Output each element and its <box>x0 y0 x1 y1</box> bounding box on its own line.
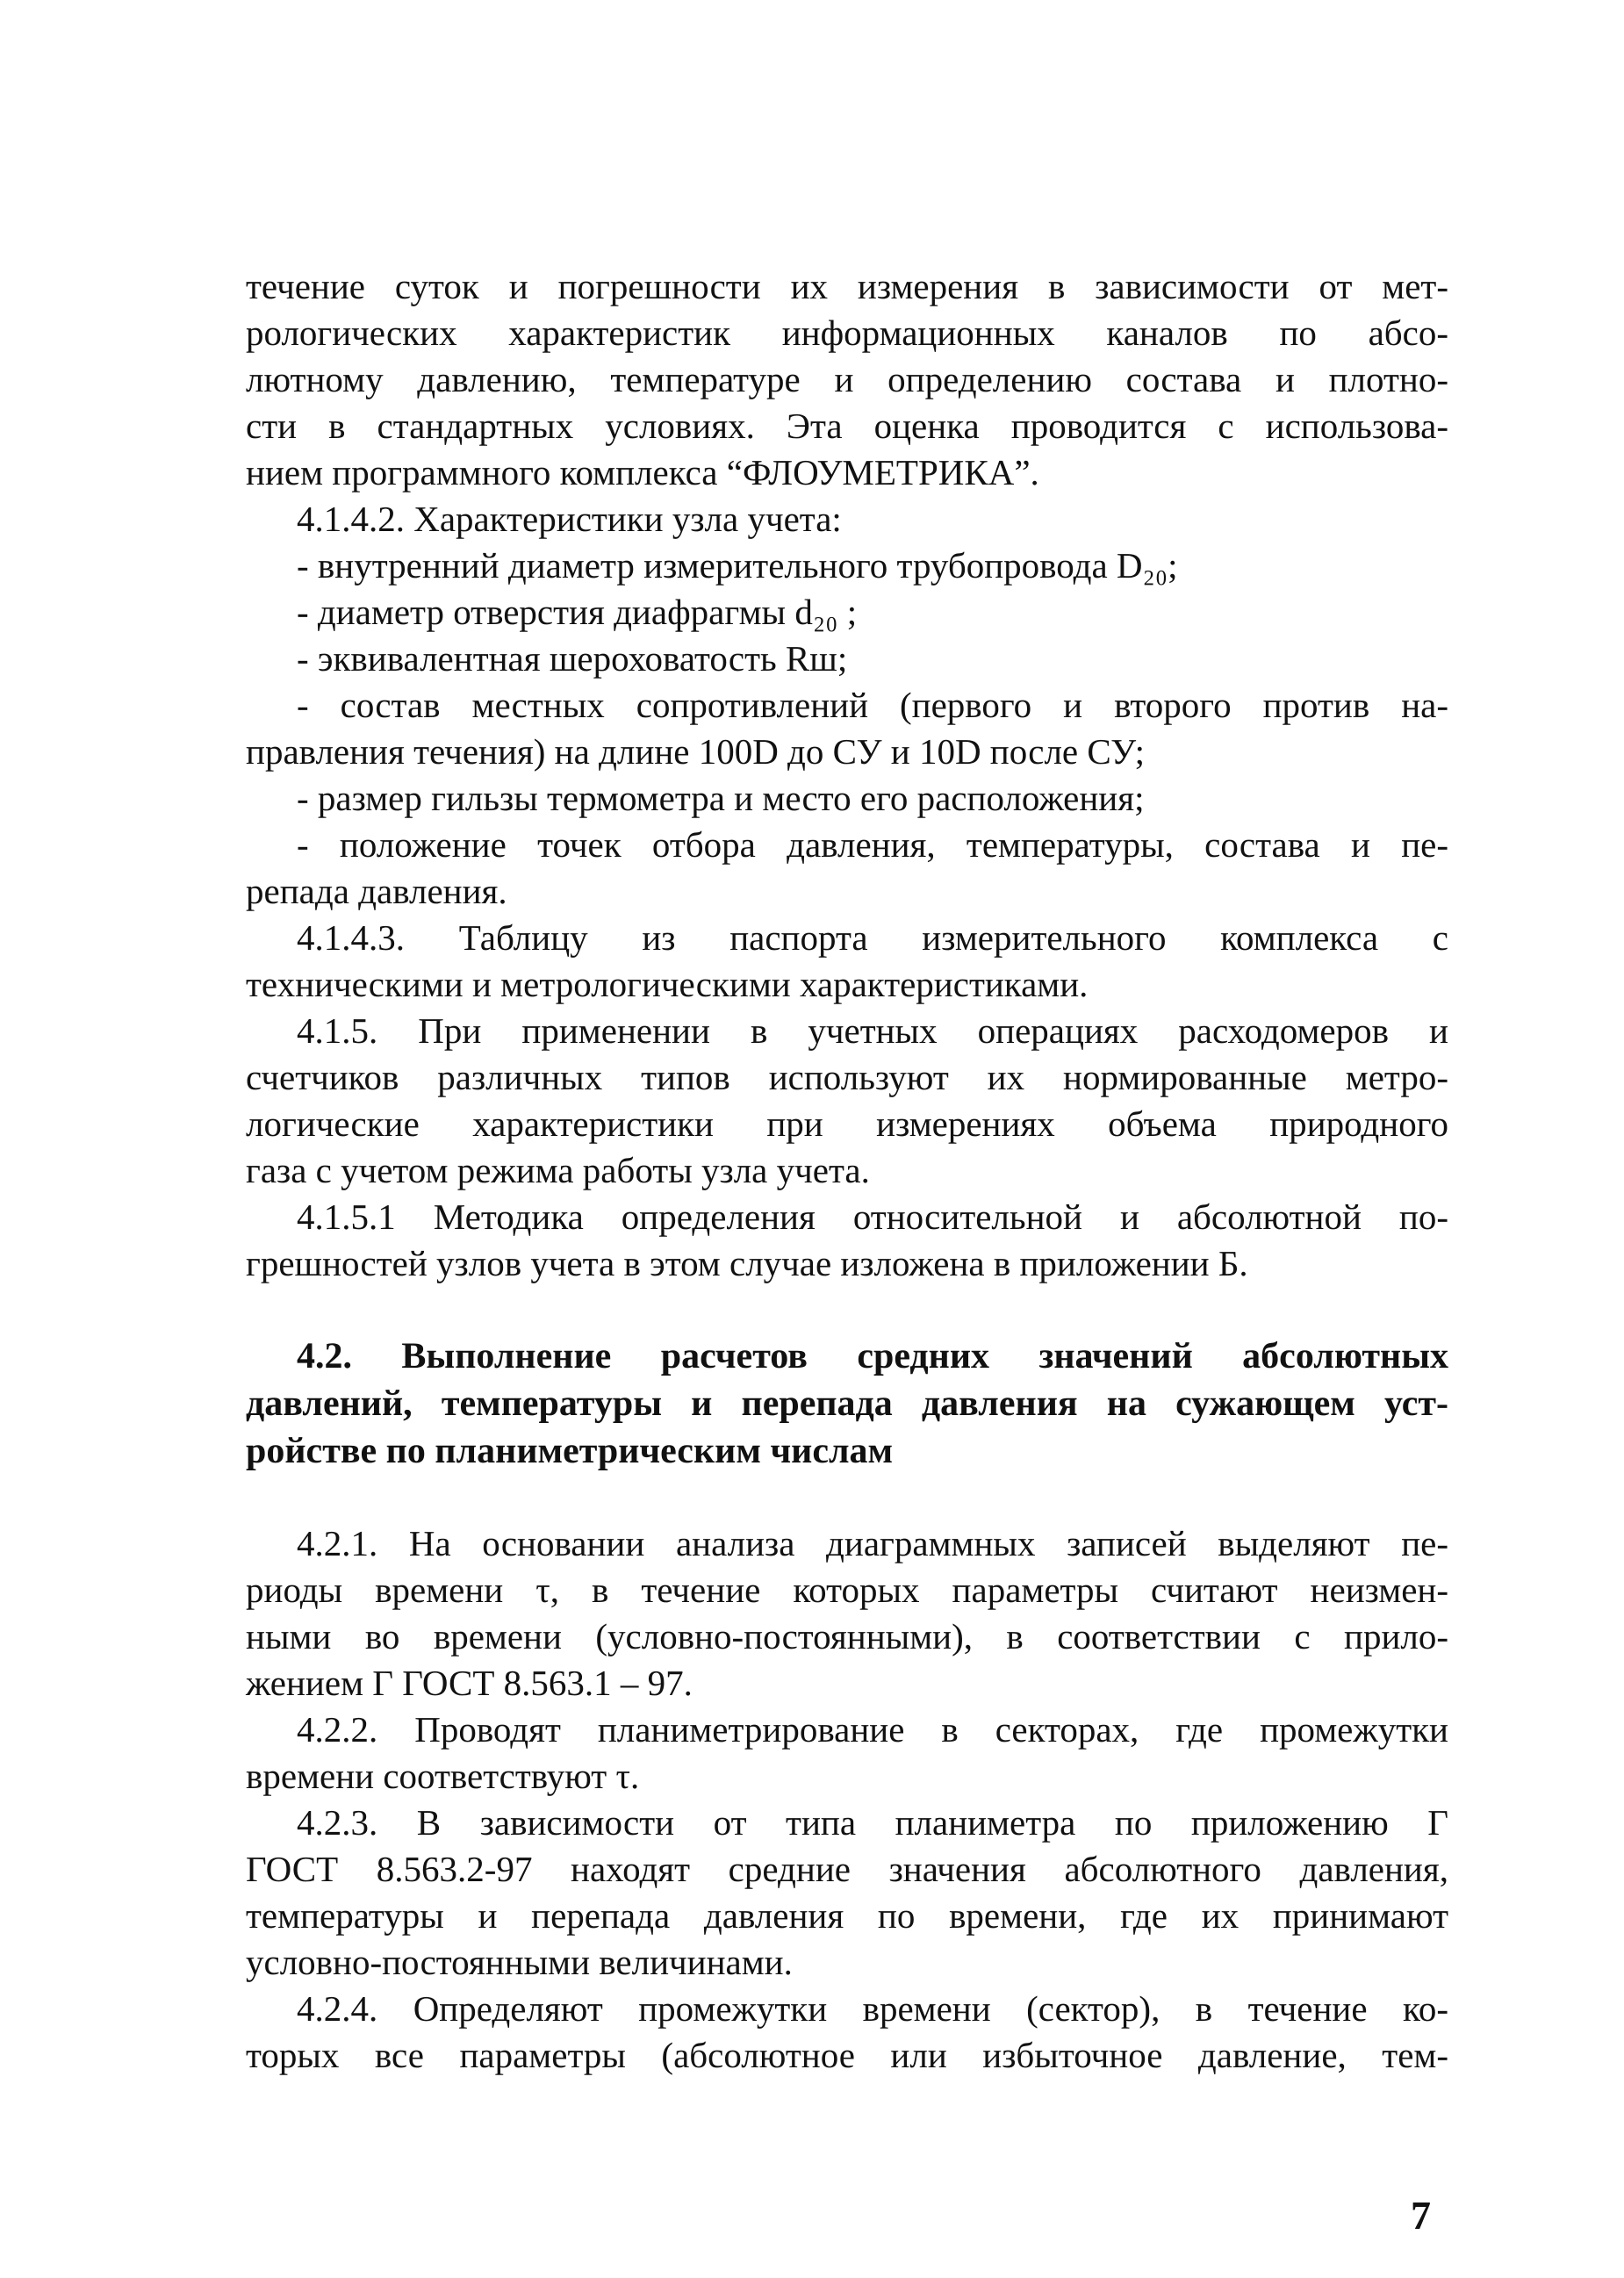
text-line: торых все параметры (абсолютное или избыточное давление, тем- <box>246 2035 1448 2075</box>
text-line: 4.2.2. Проводят планиметрирование в секторах, где промежутки <box>297 1709 1448 1750</box>
list-item: - положение точек отбора давления, температуры, состава и пе- <box>297 824 1448 865</box>
spacer <box>246 1475 1448 1520</box>
section-4-1-5-1 <box>246 1194 1448 1287</box>
text-line: течение суток и погрешности их измерения в зависимости от мет- <box>246 266 1448 306</box>
section-heading-4-2 <box>246 1333 1448 1380</box>
text-line: ными во времени (условно-постоянными), в соответствии с прило- <box>246 1616 1448 1656</box>
list-item: - внутренний диаметр измерительного трубопровода D₂₀; <box>297 545 1178 586</box>
text-line: 4.1.5.1 Методика определения относительной и абсолютной по- <box>297 1196 1448 1237</box>
text-line: 4.2.1. На основании анализа диаграммных записей выделяют пе- <box>297 1523 1448 1563</box>
heading-line: ройстве по планиметрическим числам <box>246 1431 894 1471</box>
list-item: - размер гильзы термометра и место его расположения; <box>297 778 1145 818</box>
section-heading-4-2-cont <box>246 1380 1448 1475</box>
text-line: ГОСТ 8.563.2-97 находят средние значения абсолютного давления, <box>246 1849 1448 1889</box>
text-line: грешностей узлов учета в этом случае изложена в приложении Б. <box>246 1243 1248 1283</box>
text-line: газа с учетом режима работы узла учета. <box>246 1150 870 1190</box>
text-line: сти в стандартных условиях. Эта оценка проводится с использова- <box>246 406 1448 446</box>
text-line: счетчиков различных типов используют их нормированные метро- <box>246 1057 1448 1097</box>
section-4-1-4-3 <box>246 915 1448 1008</box>
text-line: риоды времени τ, в течение которых параметры считают неизмен- <box>246 1570 1448 1610</box>
heading-line: 4.2. Выполнение расчетов средних значений абсолютных <box>297 1336 1448 1376</box>
text-line: рологических характеристик информационных каналов по абсо- <box>246 313 1448 353</box>
section-4-2-2 <box>246 1707 1448 1800</box>
text-line: температуры и перепада давления по времени, где их принимают <box>246 1895 1448 1936</box>
heading-line: давлений, температуры и перепада давления на сужающем уст- <box>246 1383 1448 1424</box>
section-4-2-3 <box>246 1800 1448 1986</box>
text-line: условно-постоянными величинами. <box>246 1942 793 1982</box>
list-item-continued: правления течения) на длине 100D до СУ и 10D после СУ; <box>246 731 1146 772</box>
section-4-2-4 <box>246 1986 1448 2079</box>
text-line: техническими и метрологическими характеристиками. <box>246 964 1089 1004</box>
text-line: времени соответствуют τ. <box>246 1756 640 1796</box>
list-item: - эквивалентная шероховатость Rш; <box>297 638 848 679</box>
page-number: 7 <box>1411 2193 1431 2238</box>
section-4-2-1 <box>246 1520 1448 1707</box>
paragraph-continued <box>246 263 1448 496</box>
list-item-continued: репада давления. <box>246 871 507 911</box>
text-line: 4.1.5. При применении в учетных операциях расходомеров и <box>297 1010 1448 1051</box>
section-4-1-4-2 <box>246 496 1448 543</box>
text-line: лютному давлению, температуре и определению состава и плотно- <box>246 359 1448 399</box>
section-4-1-5 <box>246 1008 1448 1194</box>
text-line: 4.1.4.3. Таблицу из паспорта измерительного комплекса с <box>297 917 1448 958</box>
list-item: - диаметр отверстия диафрагмы d₂₀ ; <box>297 592 858 632</box>
text-line: нием программного комплекса “ФЛОУМЕТРИКА”. <box>246 452 1039 492</box>
list-item: - состав местных сопротивлений (первого и второго против на- <box>297 685 1448 725</box>
list-4-1-4-2 <box>246 543 1448 915</box>
text-line: жением Г ГОСТ 8.563.1 – 97. <box>246 1663 693 1703</box>
text-line: логические характеристики при измерениях объема природного <box>246 1103 1448 1144</box>
spacer <box>246 1287 1448 1333</box>
text-line: 4.2.3. В зависимости от типа планиметра по приложению Г <box>297 1802 1448 1843</box>
document-page <box>246 263 1448 2079</box>
text-line: 4.2.4. Определяют промежутки времени (сектор), в течение ко- <box>297 1988 1448 2029</box>
text-line: 4.1.4.2. Характеристики узла учета: <box>297 499 842 539</box>
